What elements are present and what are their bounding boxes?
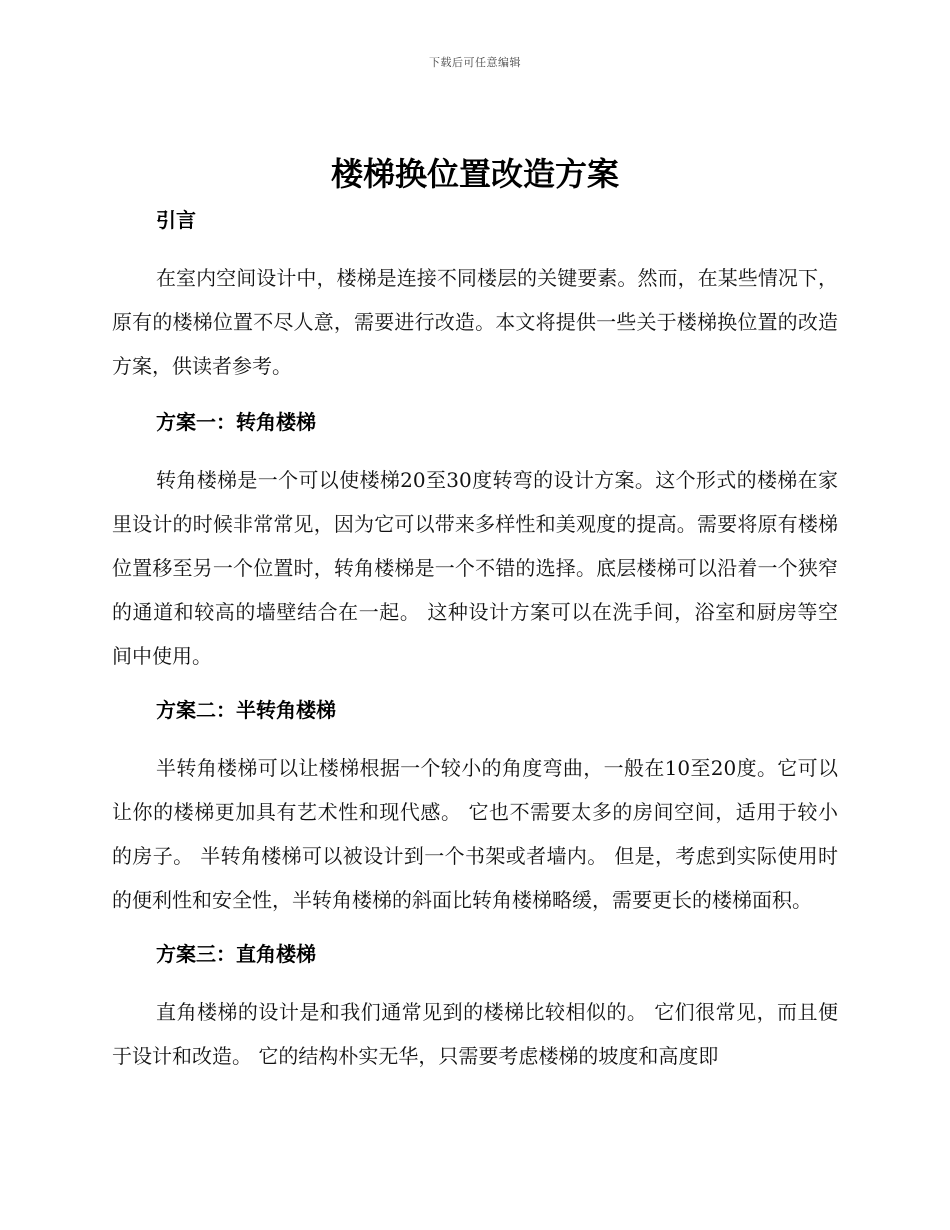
header-watermark: 下载后可任意编辑	[429, 56, 521, 69]
paragraph-intro: 在室内空间设计中，楼梯是连接不同楼层的关键要素。然而，在某些情况下，原有的楼梯位置不尽人意，需要进行改造。本文将提供一些关于楼梯换位置的改造方案，供读者参考。	[112, 266, 838, 378]
paragraph-option3: 直角楼梯的设计是和我们通常见到的楼梯比较相似的。 它们很常见，而且便于设计和改造。 它的结构朴实无华，只需要考虑楼梯的坡度和高度即	[112, 1000, 838, 1068]
section-heading-option1: 方案一：转角楼梯	[156, 410, 316, 434]
paragraph-option1: 转角楼梯是一个可以使楼梯20至30度转弯的设计方案。这个形式的楼梯在家里设计的时候非常常见，因为它可以带来多样性和美观度的提高。需要将原有楼梯位置移至另一个位置时，转角楼梯是一个不错的选择。底层楼梯可以沿着一个狭窄的通道和较高的墙壁结合在一起。 这种设计方案可以在洗手间，浴室和厨房等空间中使用。	[112, 468, 838, 668]
page-title: 楼梯换位置改造方案	[330, 155, 619, 193]
paragraph-option2: 半转角楼梯可以让楼梯根据一个较小的角度弯曲，一般在10至20度。它可以让你的楼梯更加具有艺术性和现代感。 它也不需要太多的房间空间，适用于较小的房子。 半转角楼梯可以被设计到一个书架或者墙内。 但是，考虑到实际使用时的便利性和安全性，半转角楼梯的斜面比转角楼梯略缓，需要更长的楼梯面积。	[112, 756, 838, 912]
section-heading-intro: 引言	[156, 208, 196, 232]
section-heading-option2: 方案二：半转角楼梯	[156, 698, 336, 722]
section-heading-option3: 方案三：直角楼梯	[156, 942, 316, 966]
document-body	[112, 202, 838, 1078]
